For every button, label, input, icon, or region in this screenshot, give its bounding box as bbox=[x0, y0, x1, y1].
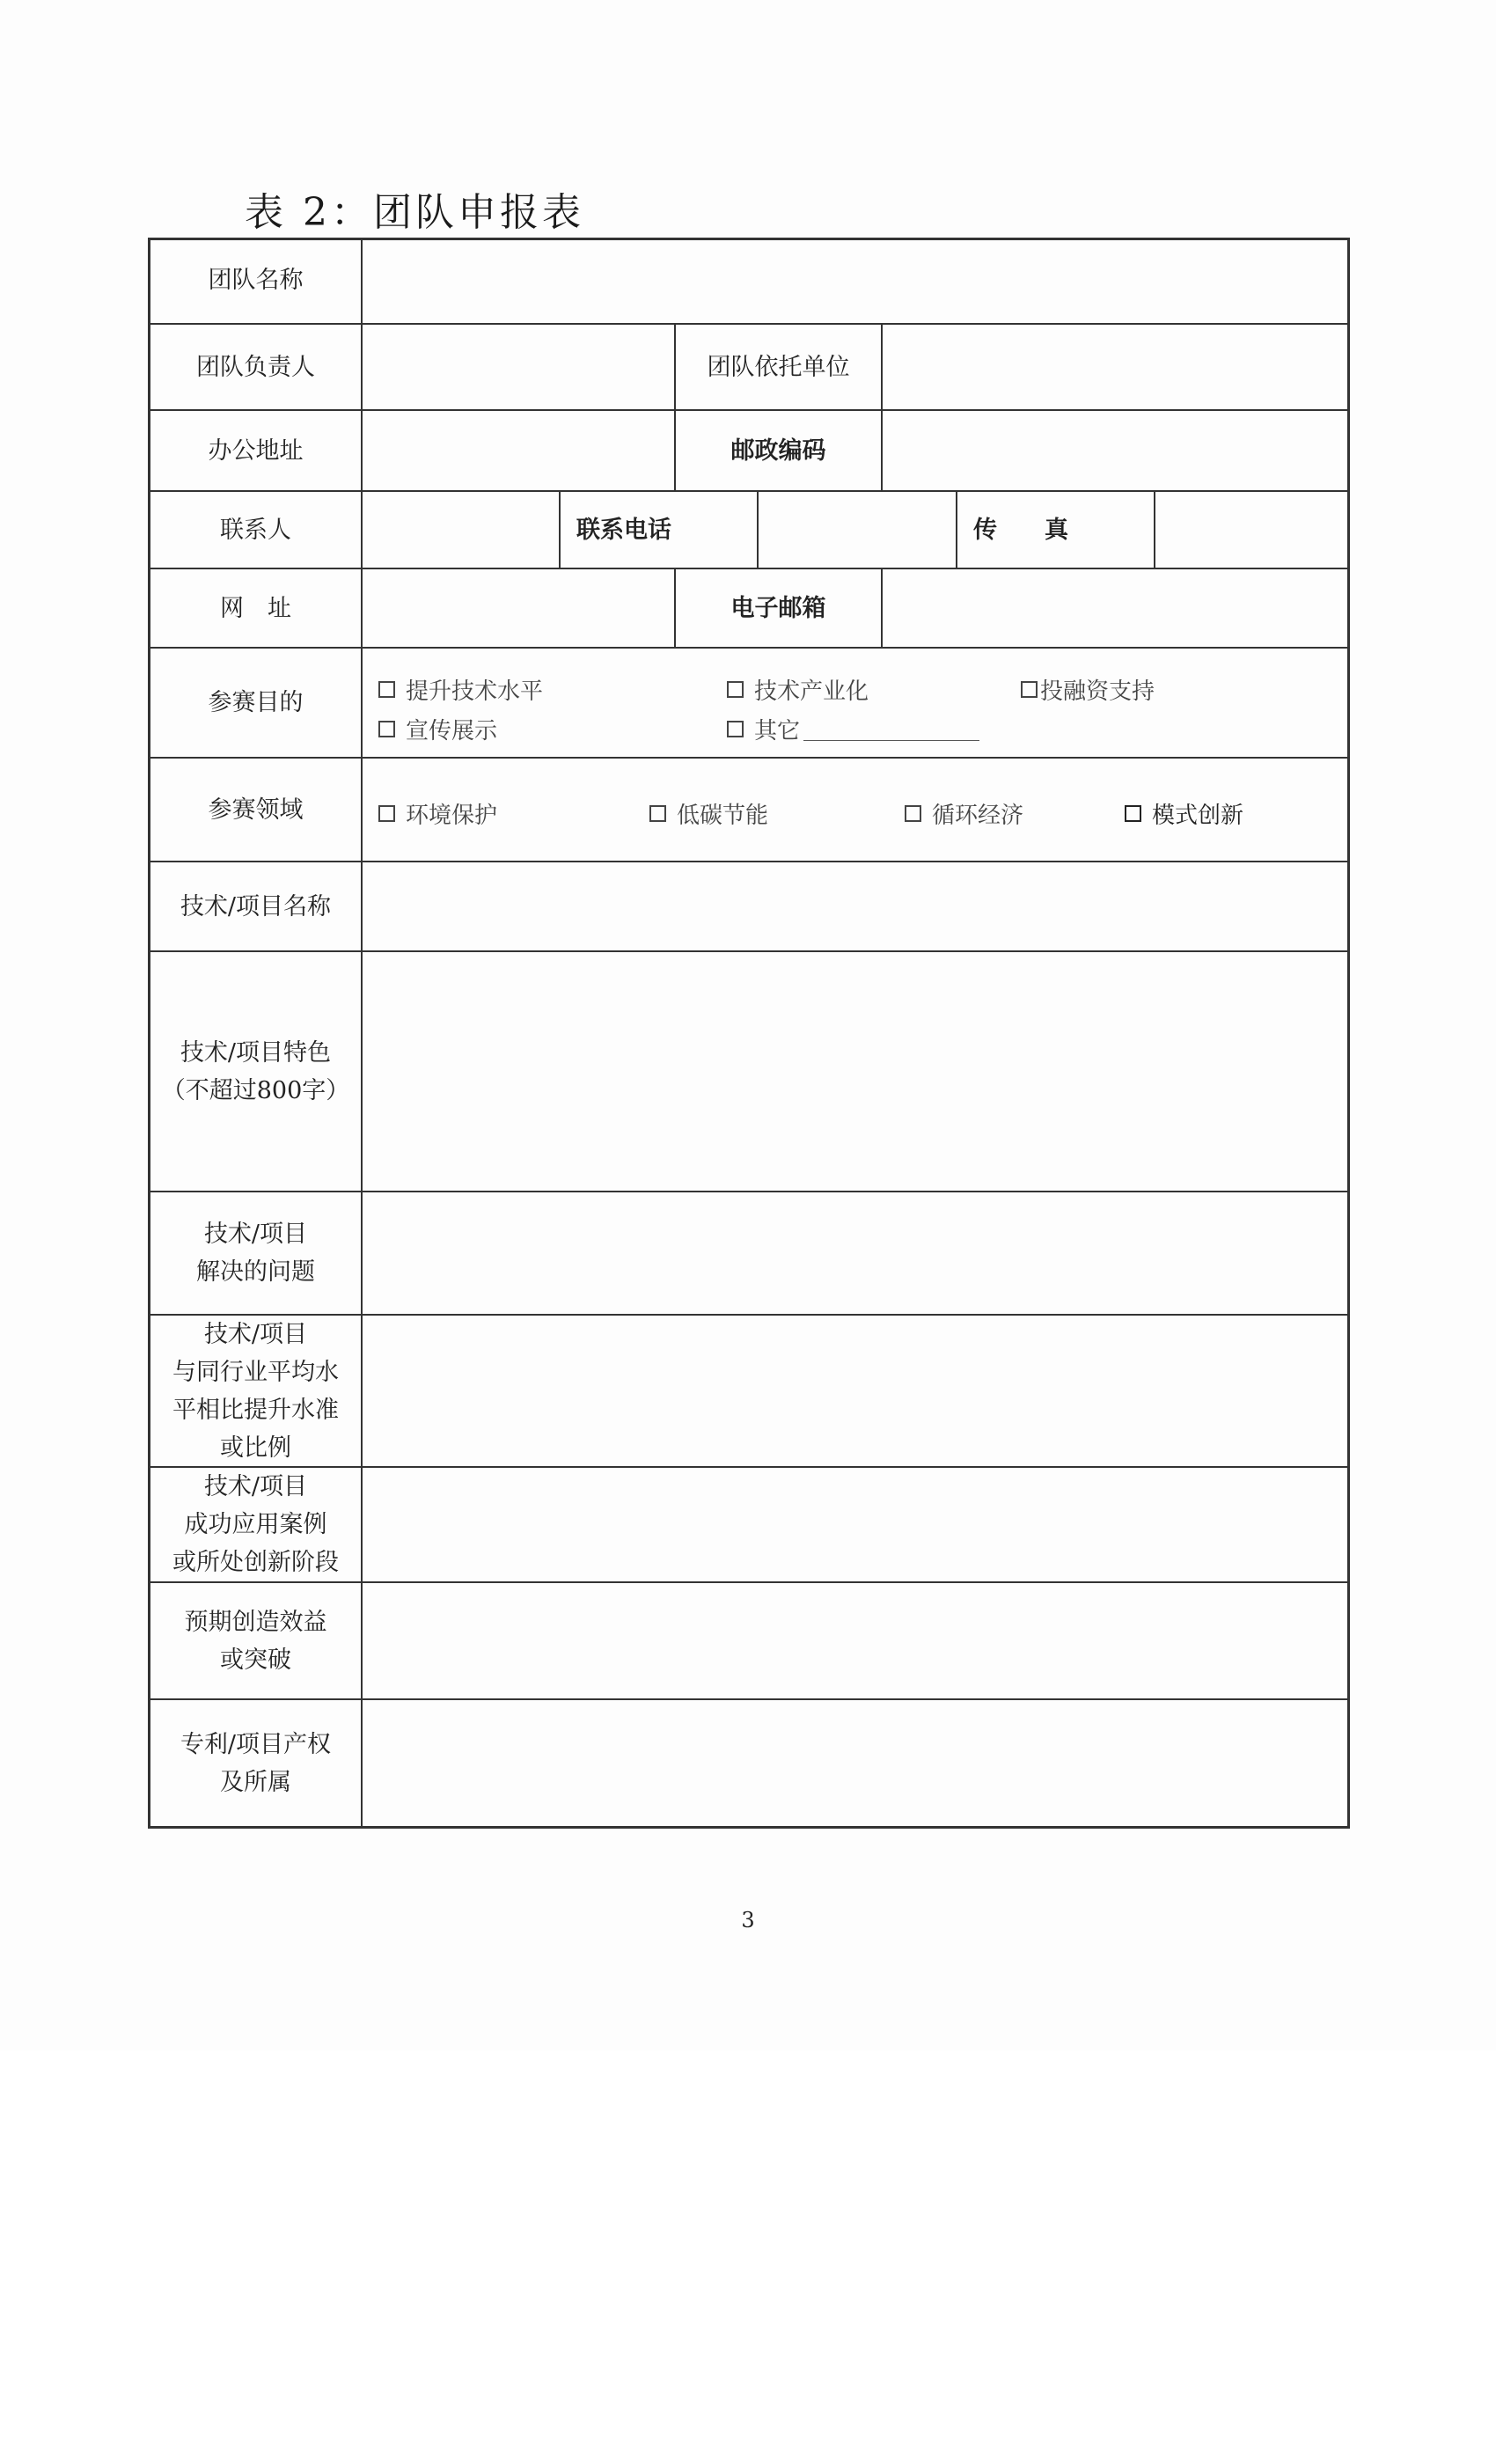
label-tech-feature: 技术/项目特色 （不超过800字） bbox=[161, 1038, 350, 1104]
field-option-circular-economy[interactable]: 循环经济 bbox=[905, 797, 1023, 830]
field-option-low-carbon[interactable]: 低碳节能 bbox=[649, 797, 768, 830]
form-title: 表 2：团队申报表 bbox=[245, 190, 584, 235]
office-address-field[interactable] bbox=[363, 411, 674, 490]
page-number: 3 bbox=[741, 1908, 755, 1932]
checkbox-icon[interactable] bbox=[905, 805, 921, 822]
label-field: 参赛领域 bbox=[208, 796, 304, 824]
label-team-name: 团队名称 bbox=[208, 267, 304, 294]
purpose-option-industrialization[interactable]: 技术产业化 bbox=[727, 673, 869, 706]
label-application-cases: 技术/项目 成功应用案例 或所处创新阶段 bbox=[172, 1473, 339, 1576]
label-fax: 传 真 bbox=[973, 516, 1068, 544]
label-host-org: 团队依托单位 bbox=[707, 353, 850, 381]
label-industry-comparison: 技术/项目 与同行业平均水 平相比提升水准 或比例 bbox=[172, 1320, 339, 1462]
label-tech-name: 技术/项目名称 bbox=[180, 892, 332, 920]
email-field[interactable] bbox=[883, 569, 1347, 647]
field-option-environment[interactable]: 环境保护 bbox=[378, 797, 497, 830]
team-leader-field[interactable] bbox=[363, 325, 674, 409]
label-website: 网 址 bbox=[220, 594, 291, 622]
application-cases-field[interactable] bbox=[363, 1468, 1347, 1581]
fax-field[interactable] bbox=[1155, 492, 1347, 568]
checkbox-icon[interactable] bbox=[1125, 805, 1141, 822]
team-name-field[interactable] bbox=[363, 240, 1347, 323]
patent-ownership-field[interactable] bbox=[363, 1700, 1347, 1826]
purpose-option-financing[interactable]: 投融资支持 bbox=[1021, 673, 1155, 706]
purpose-option-tech-level[interactable]: 提升技术水平 bbox=[378, 673, 543, 706]
label-purpose: 参赛目的 bbox=[208, 689, 304, 716]
field-option-model-innovation[interactable]: 模式创新 bbox=[1125, 797, 1243, 830]
team-application-form bbox=[148, 238, 1350, 1828]
checkbox-icon[interactable] bbox=[649, 805, 666, 822]
other-purpose-input[interactable] bbox=[803, 717, 979, 741]
postcode-field[interactable] bbox=[883, 411, 1347, 490]
label-contact: 联系人 bbox=[220, 516, 291, 544]
label-phone: 联系电话 bbox=[576, 516, 671, 544]
expected-benefit-field[interactable] bbox=[363, 1583, 1347, 1698]
checkbox-icon[interactable] bbox=[378, 805, 395, 822]
checkbox-icon[interactable] bbox=[727, 681, 744, 698]
checkbox-icon[interactable] bbox=[1021, 681, 1038, 698]
frame-bottom bbox=[148, 1826, 1350, 1829]
checkbox-icon[interactable] bbox=[378, 721, 395, 737]
problem-solved-field[interactable] bbox=[363, 1192, 1347, 1314]
checkbox-icon[interactable] bbox=[727, 721, 744, 737]
phone-field[interactable] bbox=[759, 492, 956, 568]
checkbox-icon[interactable] bbox=[378, 681, 395, 698]
tech-feature-field[interactable] bbox=[363, 952, 1347, 1191]
label-problem-solved: 技术/项目 解决的问题 bbox=[196, 1221, 315, 1286]
website-field[interactable] bbox=[363, 569, 674, 647]
purpose-option-promotion[interactable]: 宣传展示 bbox=[378, 713, 497, 745]
frame-right bbox=[1347, 238, 1350, 1828]
purpose-option-other[interactable]: 其它 bbox=[727, 713, 979, 745]
label-email: 电子邮箱 bbox=[730, 594, 826, 622]
label-team-leader: 团队负责人 bbox=[196, 353, 315, 381]
host-org-field[interactable] bbox=[883, 325, 1347, 409]
label-postcode: 邮政编码 bbox=[730, 436, 826, 465]
label-expected-benefit: 预期创造效益 或突破 bbox=[184, 1608, 327, 1674]
contact-field[interactable] bbox=[363, 492, 559, 568]
industry-comparison-field[interactable] bbox=[363, 1316, 1347, 1466]
tech-name-field[interactable] bbox=[363, 862, 1347, 950]
label-patent-ownership: 专利/项目产权 及所属 bbox=[180, 1730, 332, 1796]
label-office-address: 办公地址 bbox=[208, 436, 304, 465]
